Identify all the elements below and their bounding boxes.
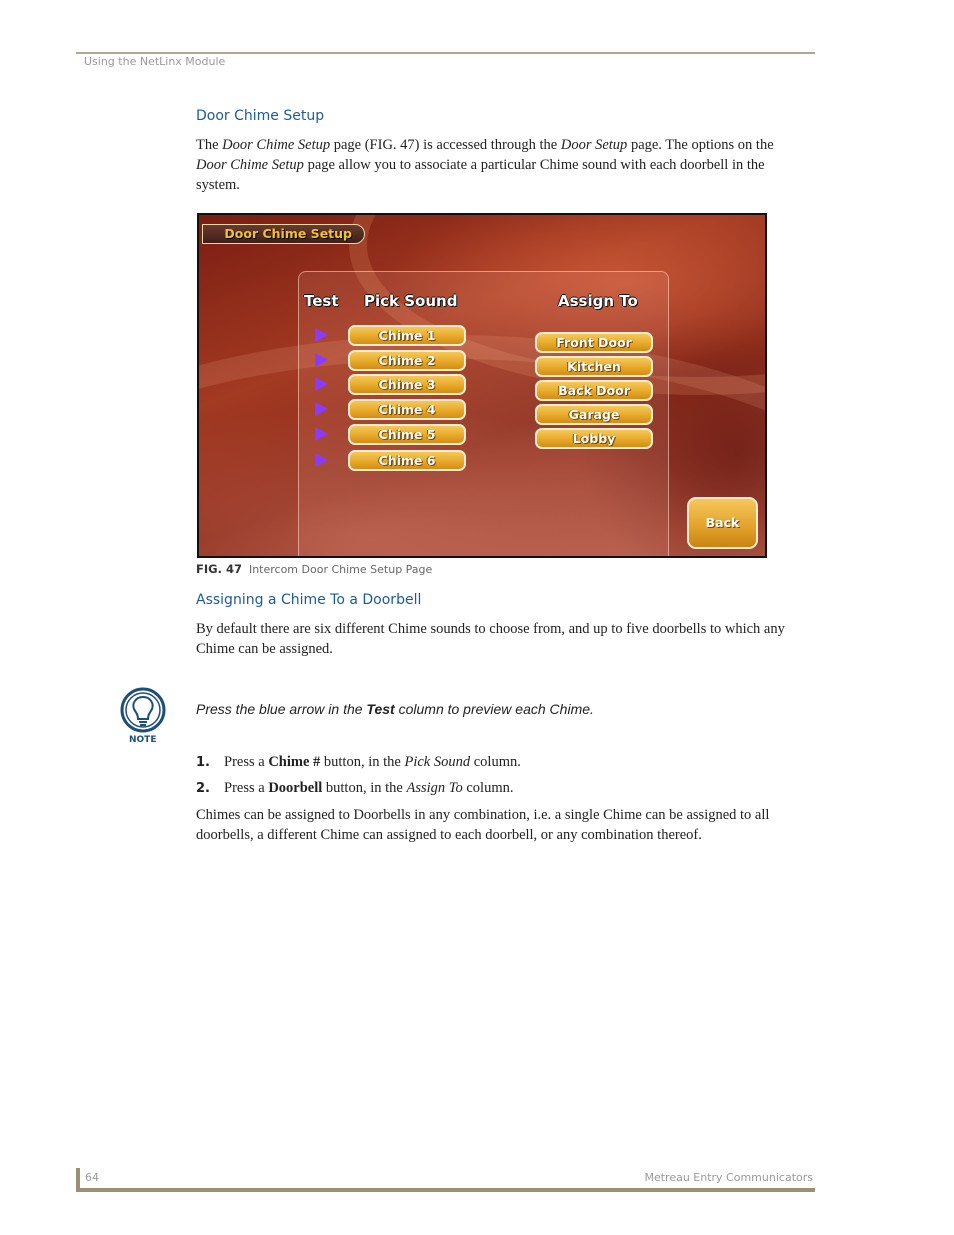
step-number: 2. bbox=[196, 781, 210, 796]
chime-6-button[interactable]: Chime 6 bbox=[348, 450, 466, 471]
closing-paragraph: Chimes can be assigned to Doorbells in any combination, i.e. a single Chime can be assigned to all doorbells, a different Chime can assigned to each doorbell, or any combination thereof. bbox=[196, 807, 770, 843]
doorbell-front-door-button[interactable]: Front Door bbox=[535, 332, 653, 353]
note-text: Press the blue arrow in the Test column to preview each Chime. bbox=[196, 701, 594, 717]
chime-3-button[interactable]: Chime 3 bbox=[348, 374, 466, 395]
test-chime-6-play-icon[interactable] bbox=[315, 453, 328, 467]
pick-sound-column-header: Pick Sound bbox=[364, 292, 458, 310]
page-title-tab: Door Chime Setup bbox=[202, 224, 365, 244]
doorbell-kitchen-button[interactable]: Kitchen bbox=[535, 356, 653, 377]
footer-doc-title: Metreau Entry Communicators bbox=[644, 1171, 813, 1184]
section-heading-door-chime-setup: Door Chime Setup bbox=[196, 108, 325, 124]
section2-paragraph: By default there are six different Chime sounds to choose from, and up to five doorbells to which any Chime can be assigned. bbox=[196, 621, 785, 657]
doorbell-back-door-button[interactable]: Back Door bbox=[535, 380, 653, 401]
chime-5-button[interactable]: Chime 5 bbox=[348, 424, 466, 445]
note-label: NOTE bbox=[129, 735, 157, 745]
test-chime-2-play-icon[interactable] bbox=[315, 353, 328, 367]
chime-4-button[interactable]: Chime 4 bbox=[348, 399, 466, 420]
test-chime-4-play-icon[interactable] bbox=[315, 402, 328, 416]
test-chime-1-play-icon[interactable] bbox=[315, 328, 328, 342]
step-text: Press a Chime # button, in the Pick Sound column. bbox=[224, 754, 521, 770]
chime-2-button[interactable]: Chime 2 bbox=[348, 350, 466, 371]
test-chime-3-play-icon[interactable] bbox=[315, 377, 328, 391]
door-chime-setup-screenshot bbox=[197, 213, 767, 558]
section-heading-assigning-chime: Assigning a Chime To a Doorbell bbox=[196, 592, 422, 608]
step-number: 1. bbox=[196, 755, 210, 770]
footer-rule bbox=[76, 1188, 815, 1192]
running-header: Using the NetLinx Module bbox=[84, 55, 226, 68]
doorbell-lobby-button[interactable]: Lobby bbox=[535, 428, 653, 449]
test-column-header: Test bbox=[304, 292, 339, 310]
back-button[interactable]: Back bbox=[687, 497, 758, 549]
step-text: Press a Doorbell button, in the Assign To column. bbox=[224, 780, 514, 796]
test-chime-5-play-icon[interactable] bbox=[315, 427, 328, 441]
header-rule bbox=[76, 52, 815, 54]
note-lightbulb-icon bbox=[119, 686, 167, 746]
doorbell-garage-button[interactable]: Garage bbox=[535, 404, 653, 425]
intro-paragraph: The Door Chime Setup page (FIG. 47) is accessed through the Door Setup page. The options on the Door Chime Setup page allow you to associate a particular Chime sound with each doorbell in the system. bbox=[196, 137, 774, 193]
page-number: 64 bbox=[85, 1171, 99, 1184]
figure-caption: FIG. 47 Intercom Door Chime Setup Page bbox=[196, 562, 433, 576]
assign-to-column-header: Assign To bbox=[558, 292, 638, 310]
chime-1-button[interactable]: Chime 1 bbox=[348, 325, 466, 346]
